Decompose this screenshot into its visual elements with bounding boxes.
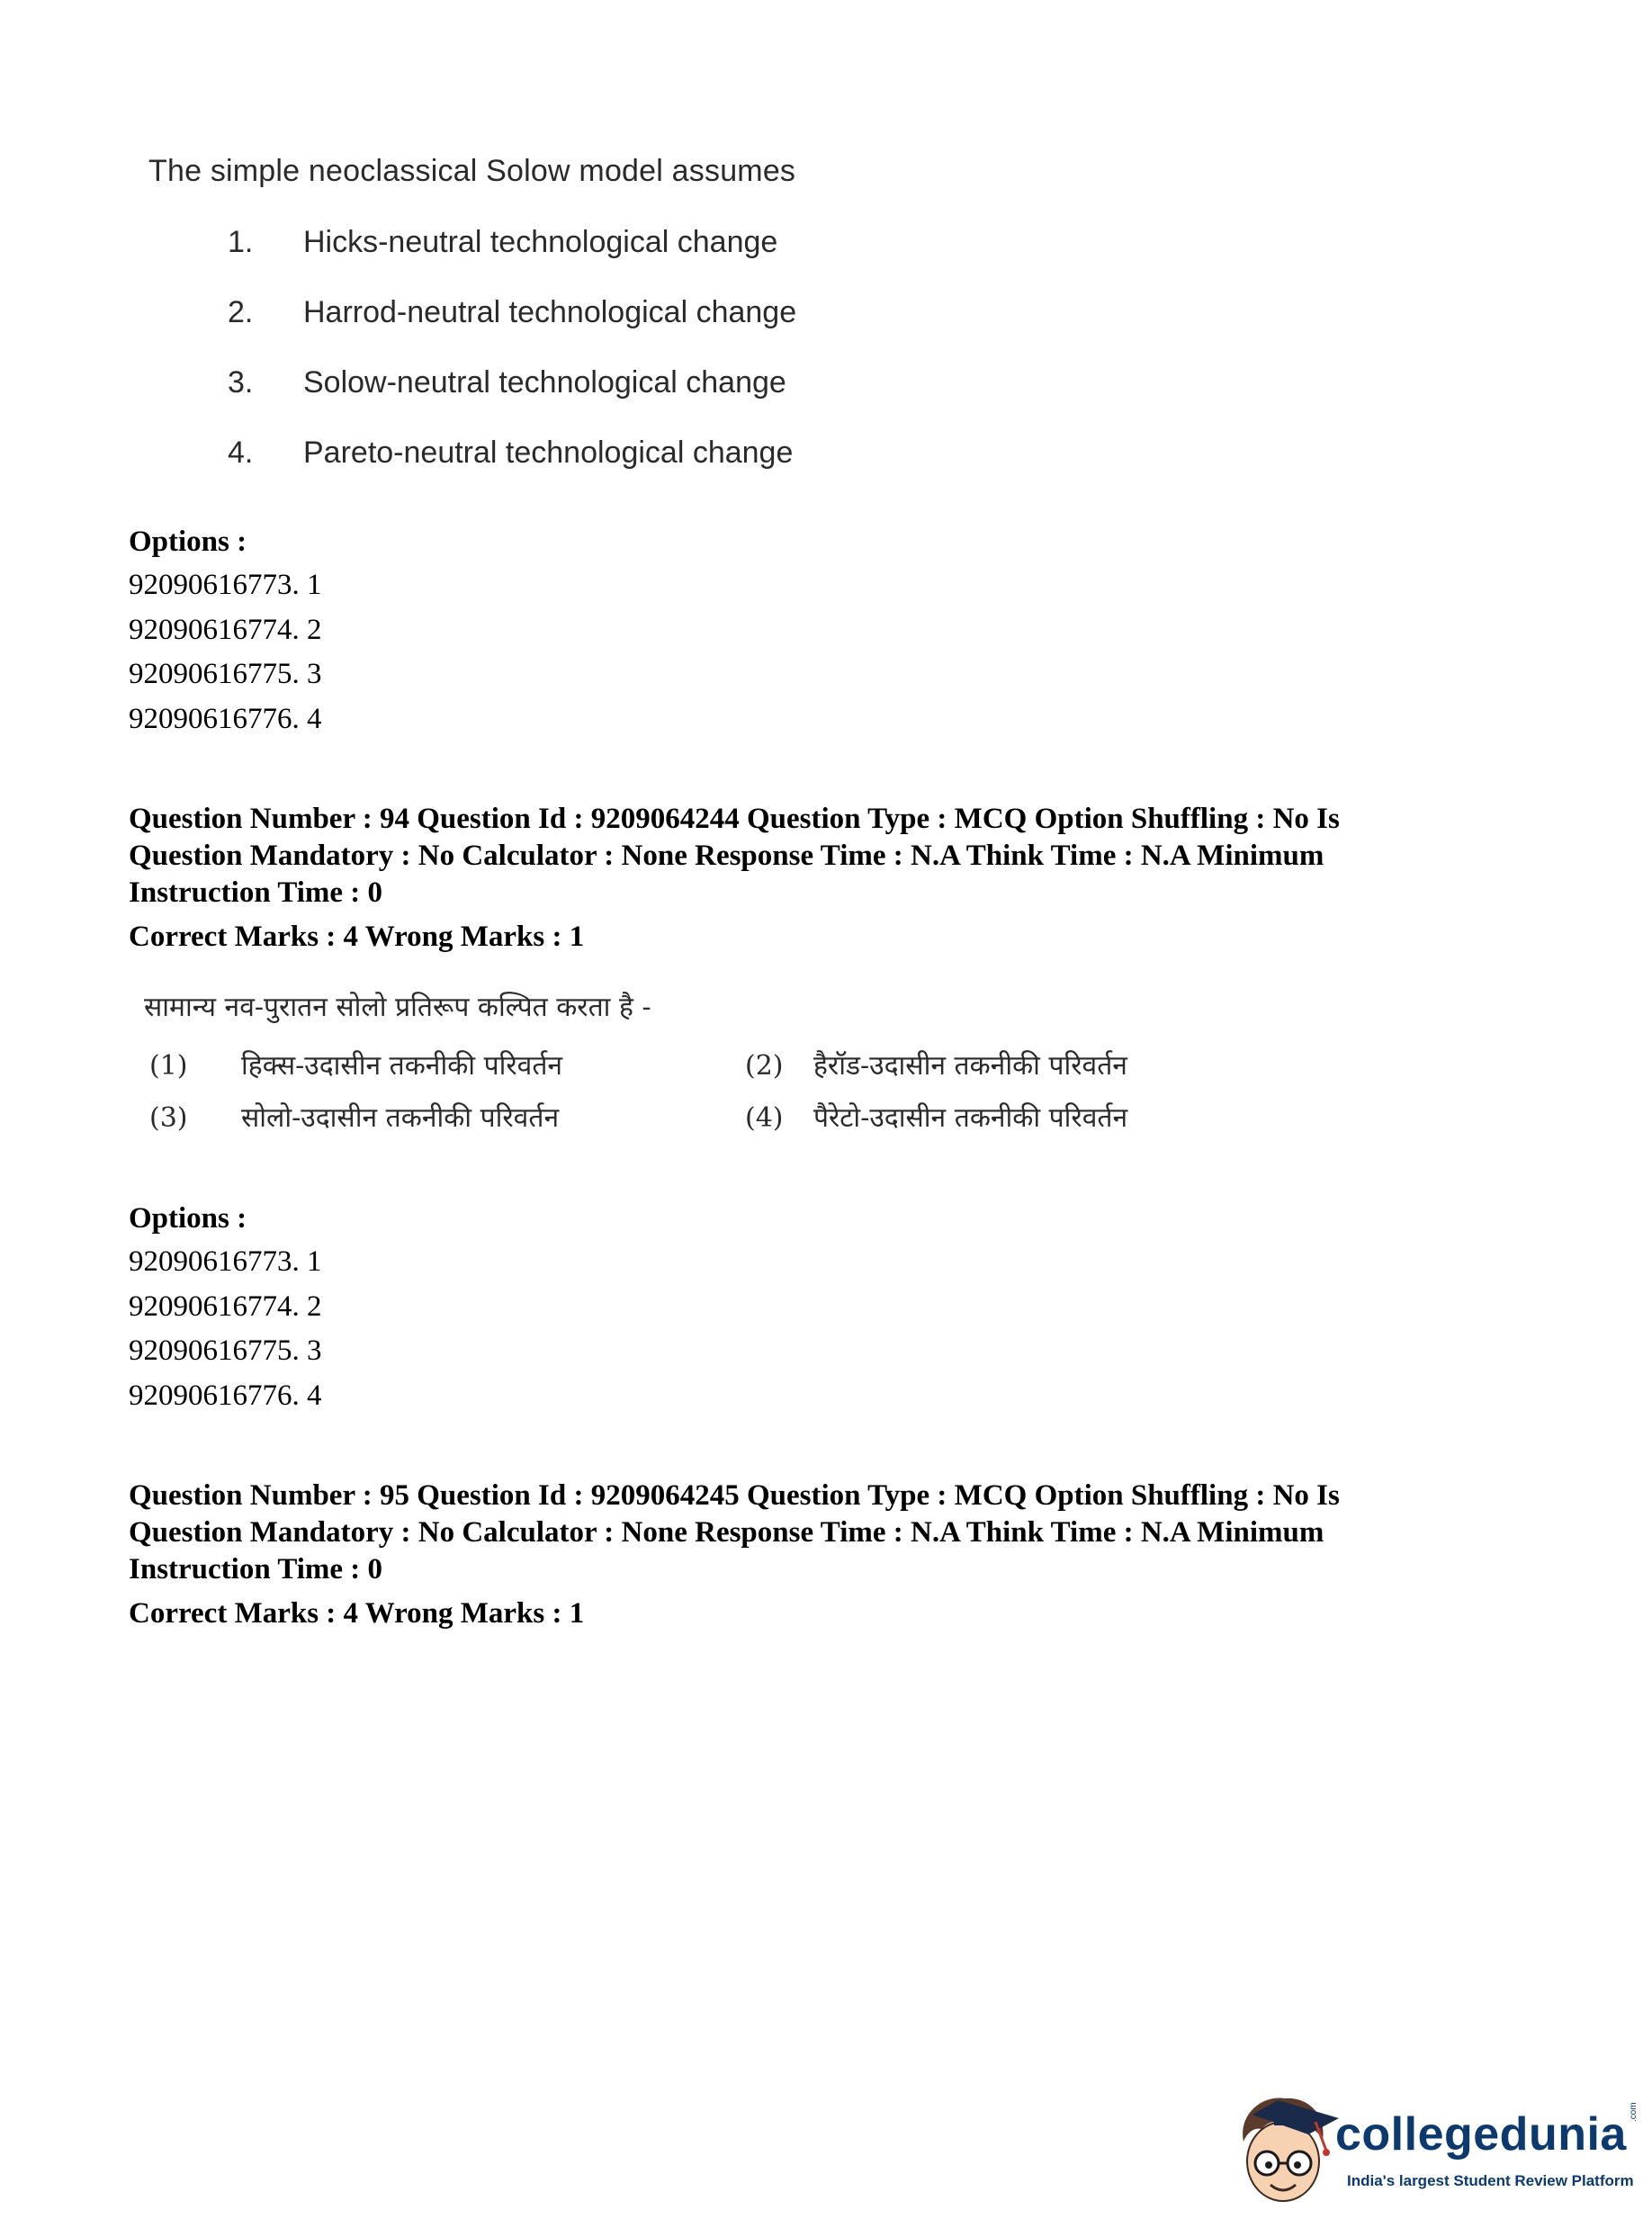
- question-meta-95: [129, 1478, 1460, 1632]
- statement-number: 2.: [228, 295, 254, 329]
- options-title: Options :: [129, 1202, 247, 1235]
- option-line: 92090616775. 3: [129, 658, 322, 690]
- option-line: 92090616776. 4: [129, 1379, 322, 1412]
- statement-item: [148, 418, 868, 488]
- statement-text: हिक्स-उदासीन तकनीकी परिवर्तन: [241, 1050, 563, 1082]
- statement-text: पैरेटो-उदासीन तकनीकी परिवर्तन: [813, 1102, 1128, 1134]
- collegedunia-logo: [1226, 2088, 1639, 2214]
- question-stem-hindi: सामान्य नव-पुरातन सोलो प्रतिरूप कल्पित करता है -: [144, 992, 651, 1023]
- statement-text: Hicks-neutral technological change: [303, 225, 778, 259]
- question-image-english: [148, 144, 868, 488]
- brand-name: collegedunia: [1335, 2108, 1627, 2161]
- statement-item: [148, 277, 868, 347]
- option-line: 92090616775. 3: [129, 1334, 322, 1367]
- statement-text: हैरॉड-उदासीन तकनीकी परिवर्तन: [813, 1050, 1127, 1082]
- brand-suffix: .com: [1629, 2102, 1639, 2122]
- option-line: 92090616774. 2: [129, 613, 322, 646]
- statement-grid-hindi: [144, 1040, 1179, 1148]
- statement-number: (2): [745, 1050, 784, 1082]
- statement-item: [148, 347, 868, 418]
- statement-text: सोलो-उदासीन तकनीकी परिवर्तन: [241, 1102, 560, 1134]
- statement-number: (4): [745, 1102, 784, 1134]
- options-block: [129, 1197, 322, 1418]
- statement-list: [148, 207, 868, 488]
- options-title: Options :: [129, 526, 247, 558]
- question-meta-text: Question Number : 95 Question Id : 9209064245 Question Type : MCQ Option Shuffling : No Is Question Mandatory : No Calculator : None Response Time : N.A Think Time : N.A Minimum Instruction Time : 0: [129, 1479, 1340, 1586]
- question-meta-94: [129, 801, 1460, 956]
- option-line: 92090616773. 1: [129, 569, 322, 601]
- options-block: [129, 520, 322, 741]
- option-line: 92090616776. 4: [129, 702, 322, 735]
- option-line: 92090616773. 1: [129, 1245, 322, 1278]
- statement-text: Solow-neutral technological change: [303, 365, 786, 400]
- question-meta-text: Question Number : 94 Question Id : 9209064244 Question Type : MCQ Option Shuffling : No Is Question Mandatory : No Calculator : None Response Time : N.A Think Time : N.A Minimum Instruction Time : 0: [129, 803, 1340, 909]
- statement-number: (3): [149, 1102, 188, 1134]
- mascot-icon: [1226, 2088, 1342, 2214]
- statement-item: [148, 207, 868, 277]
- statement-number: 1.: [228, 225, 254, 259]
- statement-text: Harrod-neutral technological change: [303, 295, 797, 329]
- question-stem: The simple neoclassical Solow model assumes: [148, 154, 796, 188]
- statement-number: 4.: [228, 436, 254, 470]
- option-line: 92090616774. 2: [129, 1289, 322, 1323]
- question-marks: Correct Marks : 4 Wrong Marks : 1: [129, 921, 585, 953]
- statement-number: (1): [149, 1050, 188, 1082]
- statement-number: 3.: [228, 365, 254, 400]
- statement-text: Pareto-neutral technological change: [303, 436, 794, 470]
- brand-tagline: India's largest Student Review Platform: [1347, 2172, 1634, 2189]
- question-image-hindi: [144, 983, 1179, 1148]
- question-marks: Correct Marks : 4 Wrong Marks : 1: [129, 1597, 585, 1630]
